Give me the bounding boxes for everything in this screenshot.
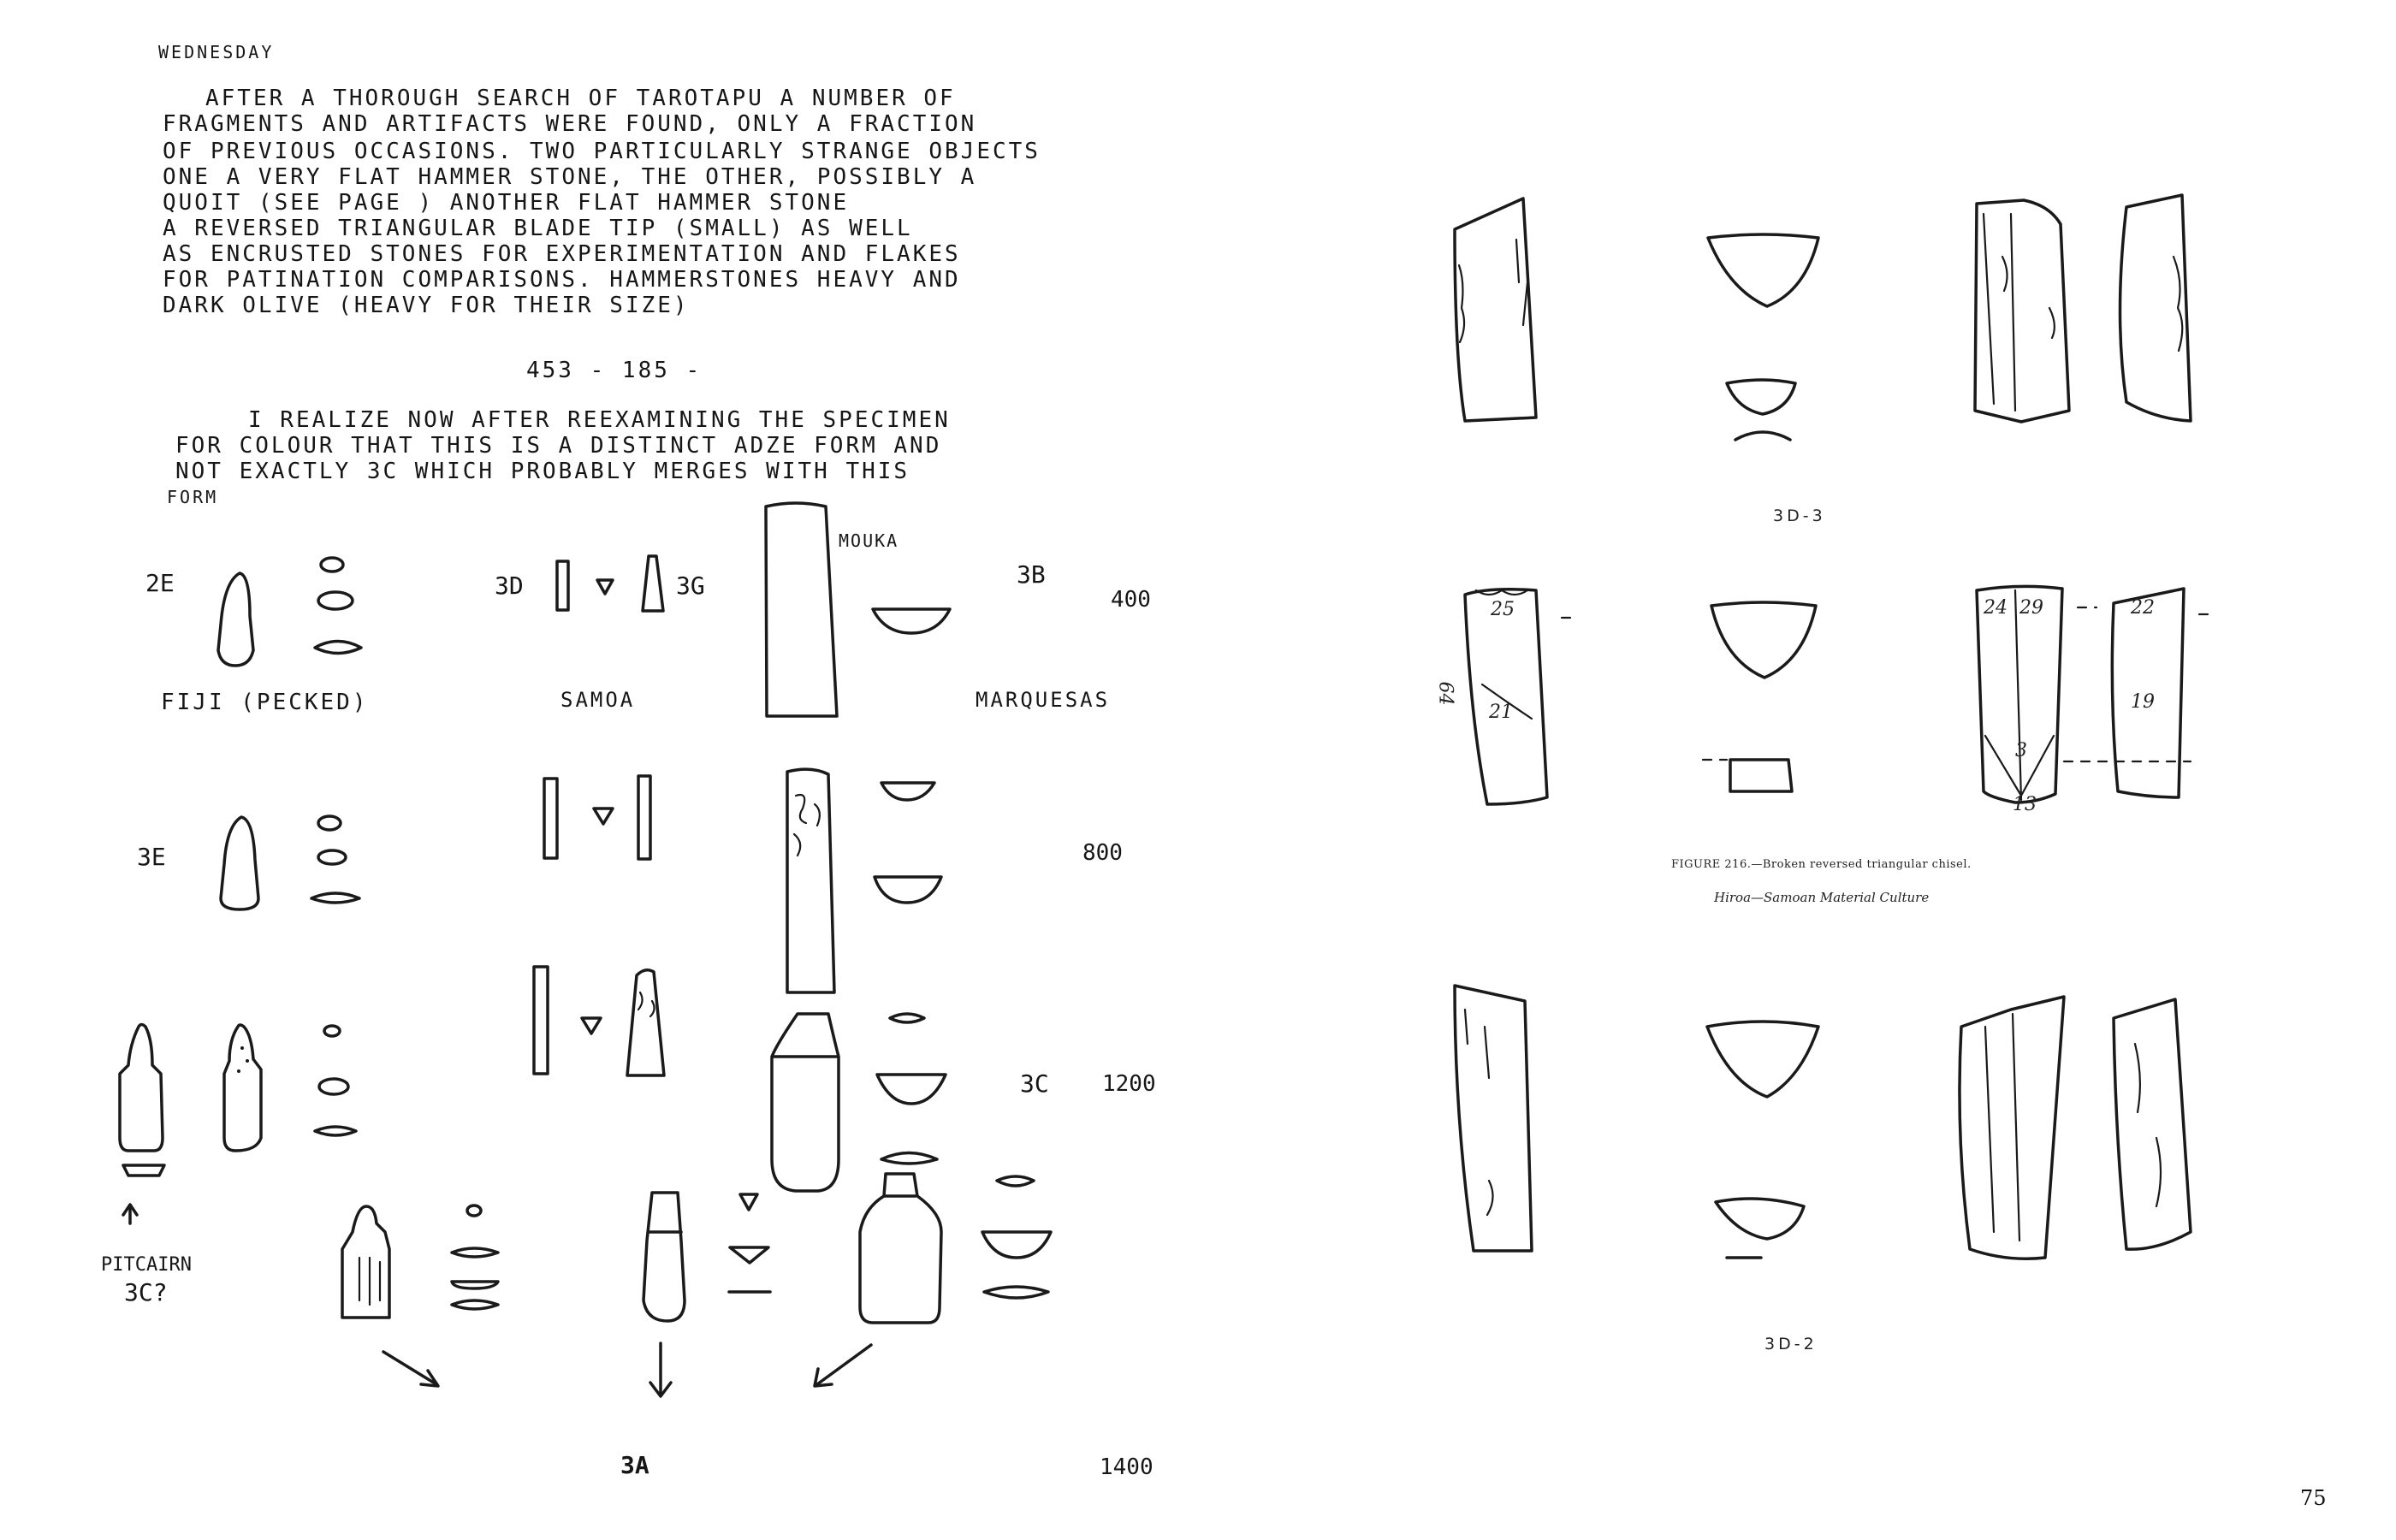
plate-label-3d3: 3D-3 bbox=[1773, 506, 1826, 525]
label-pitcairn-3c: 3C? bbox=[124, 1278, 168, 1306]
figure-source: Hiroa—Samoan Material Culture bbox=[1714, 890, 1930, 905]
notes-line-9: DARK OLIVE (HEAVY FOR THEIR SIZE) bbox=[163, 293, 690, 318]
notes-day: WEDNESDAY bbox=[158, 42, 275, 62]
label-2e: 2E bbox=[145, 569, 175, 597]
label-3c: 3C bbox=[1020, 1069, 1049, 1098]
label-pitcairn: PITCAIRN bbox=[101, 1254, 192, 1276]
label-fiji: FIJI (PECKED) bbox=[161, 690, 369, 715]
plate-num-25: 25 bbox=[1491, 599, 1515, 620]
plate-num-29: 29 bbox=[2019, 597, 2043, 619]
realize-line-4: FORM bbox=[167, 487, 219, 507]
notes-line-8: FOR PATINATION COMPARISONS. HAMMERSTONES HEAVY AND bbox=[163, 267, 961, 293]
notes-line-7: AS ENCRUSTED STONES FOR EXPERIMENTATION AND FLAKES bbox=[163, 241, 961, 267]
label-year-1200: 1200 bbox=[1102, 1071, 1156, 1097]
label-3b: 3B bbox=[1017, 560, 1046, 589]
label-mouka: MOUKA bbox=[839, 530, 899, 551]
notes-line-1: AFTER A THOROUGH SEARCH OF TAROTAPU A NUMBER OF bbox=[205, 86, 956, 111]
notes-line-5: QUOIT (SEE PAGE ) ANOTHER FLAT HAMMER STONE bbox=[163, 190, 850, 216]
realize-line-3: NOT EXACTLY 3C WHICH PROBABLY MERGES WITH THIS bbox=[175, 459, 910, 484]
realize-line-2: FOR COLOUR THAT THIS IS A DISTINCT ADZE FORM AND bbox=[175, 433, 942, 459]
label-year-800: 800 bbox=[1082, 840, 1123, 866]
label-marquesas: MARQUESAS bbox=[976, 688, 1111, 712]
label-3a: 3A bbox=[620, 1451, 649, 1479]
label-year-400: 400 bbox=[1111, 587, 1151, 613]
notes-line-4: ONE A VERY FLAT HAMMER STONE, THE OTHER, POSSIBLY A bbox=[163, 164, 977, 190]
notes-line-6: A REVERSED TRIANGULAR BLADE TIP (SMALL) AS WELL bbox=[163, 216, 913, 241]
notes-line-3: OF PREVIOUS OCCASIONS. TWO PARTICULARLY STRANGE OBJECTS bbox=[163, 139, 1041, 164]
plate-label-3d2: 3D-2 bbox=[1764, 1335, 1818, 1353]
label-3e: 3E bbox=[137, 843, 166, 871]
label-year-1400: 1400 bbox=[1100, 1454, 1154, 1480]
plate-num-21: 21 bbox=[1489, 702, 1513, 723]
plate-num-22: 22 bbox=[2131, 597, 2155, 619]
figure-caption: FIGURE 216.—Broken reversed triangular chisel. bbox=[1671, 858, 1972, 871]
plate-num-19: 19 bbox=[2131, 691, 2155, 713]
label-samoa: SAMOA bbox=[560, 688, 636, 712]
page-number: 75 bbox=[2300, 1486, 2327, 1510]
notes-reference: 453 - 185 - bbox=[526, 358, 703, 383]
notes-line-2: FRAGMENTS AND ARTIFACTS WERE FOUND, ONLY A FRACTION bbox=[163, 111, 977, 137]
label-3d: 3D bbox=[495, 572, 524, 600]
plate-num-13: 13 bbox=[2013, 794, 2037, 815]
plate-num-24: 24 bbox=[1984, 597, 2008, 619]
realize-line-1: I REALIZE NOW AFTER REEXAMINING THE SPECIMEN bbox=[248, 407, 951, 433]
plate-num-3: 3 bbox=[2015, 740, 2027, 761]
label-3g: 3G bbox=[676, 572, 705, 600]
plate-num-64: 64 bbox=[1434, 681, 1456, 706]
